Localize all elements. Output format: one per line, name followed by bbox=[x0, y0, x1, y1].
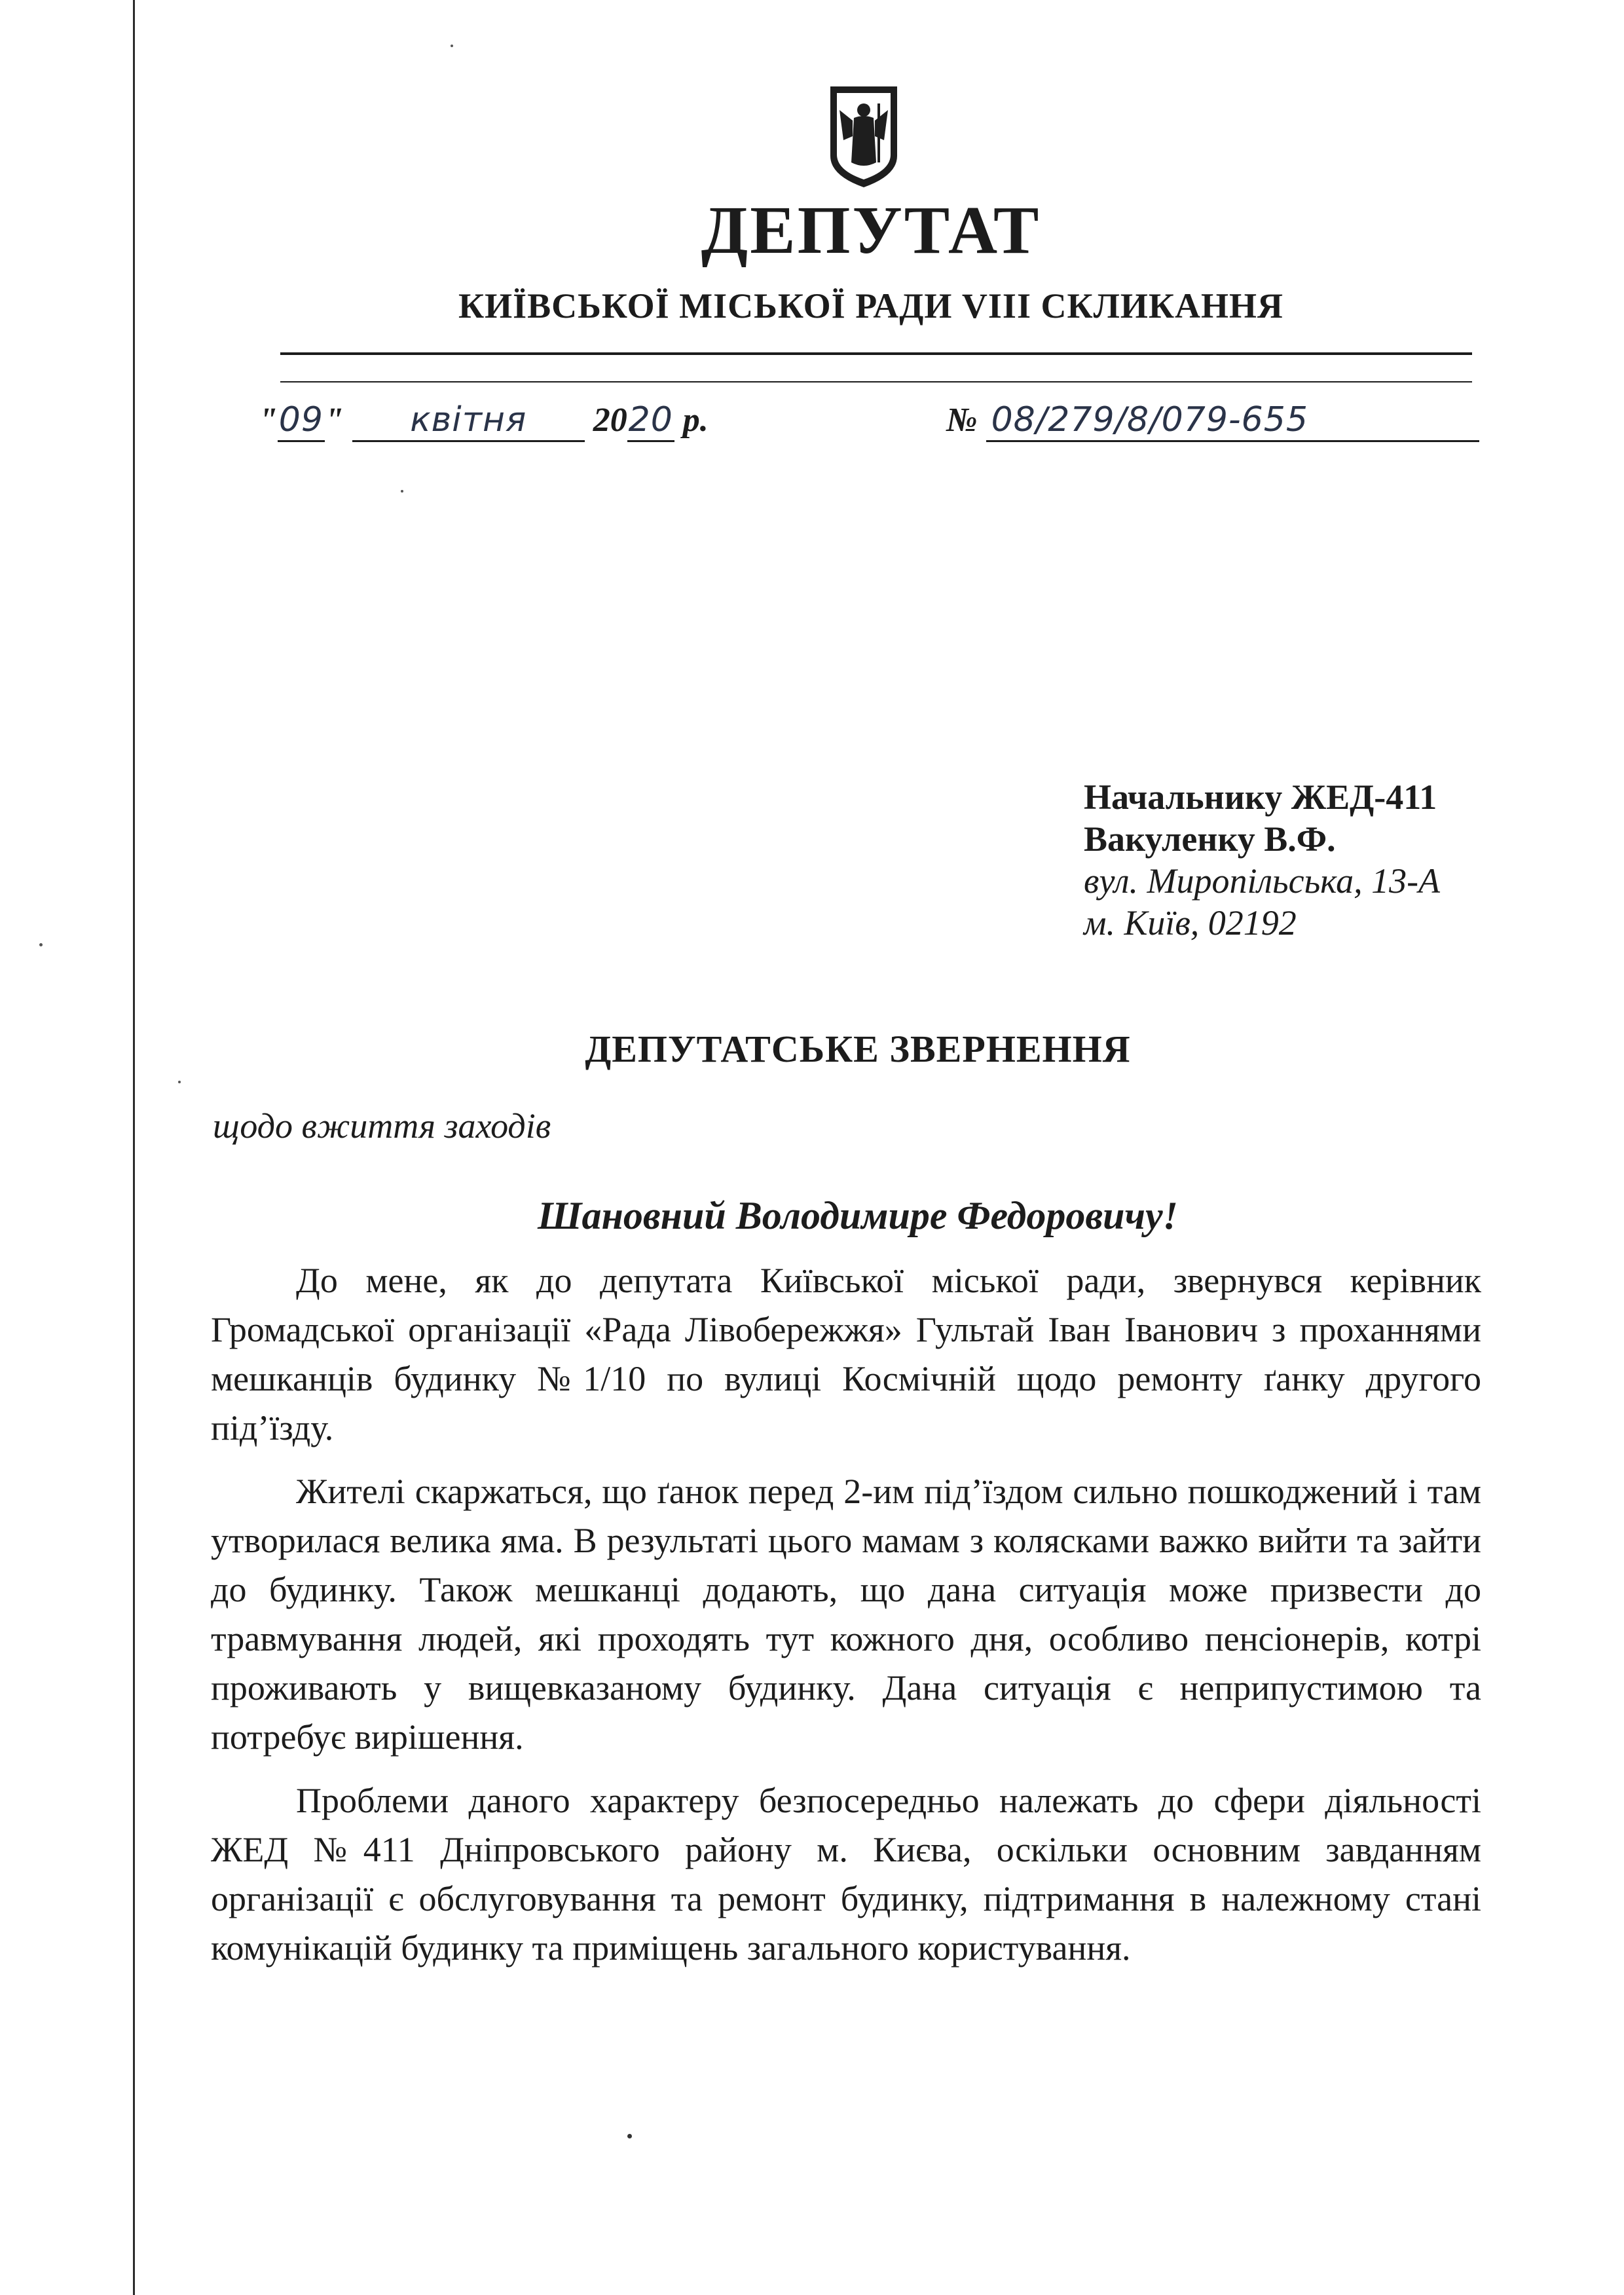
addressee-street: вул. Миропільська, 13-А bbox=[1084, 861, 1441, 901]
appeal-body bbox=[211, 1256, 1481, 1987]
header-rule-thick bbox=[280, 352, 1472, 355]
scan-left-edge bbox=[133, 0, 135, 2295]
number-label: № bbox=[946, 401, 978, 439]
scan-speck bbox=[39, 943, 43, 946]
scan-speck bbox=[401, 490, 403, 493]
document-date bbox=[259, 400, 730, 458]
scan-speck bbox=[627, 2134, 632, 2138]
date-year-suffix: 20 bbox=[627, 400, 674, 442]
date-quote-close: " bbox=[324, 401, 344, 439]
addressee-name: Вакуленку В.Ф. bbox=[1084, 819, 1336, 859]
body-paragraph: Проблеми даного характеру безпосередньо належать до сфери діяльності ЖЕД №411 Дніпровського району м. Києва, оскільки основним завданням організації є обслуговування та ремонт будинку, підтримання в належному стані комунікацій будинку та приміщень загального користування. bbox=[211, 1781, 1481, 1968]
date-year-prefix: 20 bbox=[593, 401, 627, 439]
document-header-subtitle: КИЇВСЬКОЇ МІСЬКОЇ РАДИ VIII СКЛИКАННЯ bbox=[458, 286, 1284, 326]
addressee-position: Начальнику ЖЕД-411 bbox=[1084, 777, 1437, 817]
number-value: 08/279/8/079-655 bbox=[986, 400, 1479, 442]
header-rule-thin bbox=[280, 381, 1472, 382]
document-number bbox=[946, 400, 1470, 458]
date-month: квітня bbox=[352, 400, 585, 442]
date-quote-open: " bbox=[259, 401, 278, 439]
addressee-city: м. Київ, 02192 bbox=[1084, 903, 1297, 942]
kyiv-coat-of-arms-icon bbox=[828, 84, 900, 190]
appeal-title: ДЕПУТАТСЬКЕ ЗВЕРНЕННЯ bbox=[585, 1028, 1131, 1070]
addressee-block bbox=[1084, 776, 1542, 944]
scan-speck bbox=[451, 45, 453, 47]
scan-speck bbox=[178, 1081, 181, 1083]
date-year-unit: р. bbox=[682, 401, 709, 439]
body-paragraph: Жителі скаржаться, що ґанок перед 2-им під’їздом сильно пошкоджений і там утворилася велика яма. В результаті цього мамам з колясками важко вийти та зайти до будинку. Також мешканці додають, що дана ситуація може призвести до травмування людей, які проходять тут кожного дня, особливо пенсіонерів, котрі проживають у вищевказаному будинку. Дана ситуація є неприпустимою та потребує вирішення. bbox=[211, 1472, 1481, 1757]
date-day: 09 bbox=[278, 400, 325, 442]
document-header-title: ДЕПУТАТ bbox=[701, 193, 1041, 268]
appeal-greeting: Шановний Володимире Федоровичу! bbox=[537, 1194, 1179, 1237]
appeal-subject: щодо вжиття заходів bbox=[213, 1106, 551, 1146]
body-paragraph: До мене, як до депутата Київської міської ради, звернувся керівник Громадської організації «Рада Лівобережжя» Гультай Іван Іванович з проханнями мешканців будинку №1/10 по вулиці Космічній щодо ремонту ґанку другого під’їзду. bbox=[211, 1261, 1481, 1447]
